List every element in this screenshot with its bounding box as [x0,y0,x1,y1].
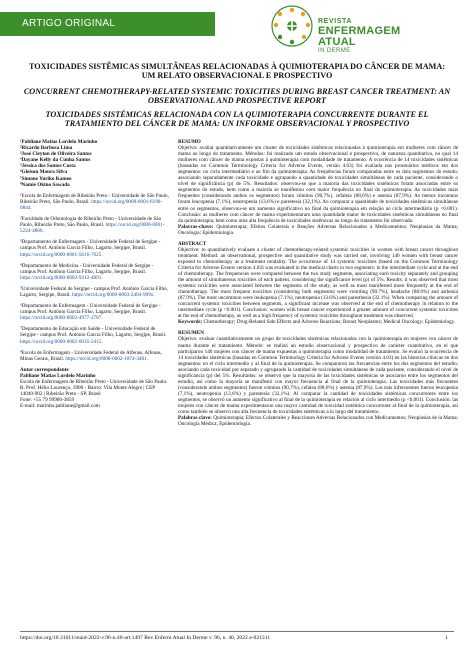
author-name: ³José Cleyton de Oliveira Santos [20,151,92,158]
logo-line-3: IN DERME [318,48,351,54]
affiliation-text: ²Faculdade de Odontologia de Ribeirão Preto - Universidade de São Paulo, Ribeirão Preto, São Paulo, Brasil. [20,216,162,229]
orcid-link[interactable]: https://orcid.org/0000-0002-4977-2787. [20,315,103,322]
orcid-link[interactable]: https://orcid.org/0000-0001-6190-0844. [20,198,163,211]
abstract-body: Objective: to quantitatively evaluate a cluster of chemotherapy-related systemic toxicities in women with breast cancer throughout treatment. Method: an observational, prospective and quantitative study was carried out, involving 140 women with breast cancer exposed to chemotherapy as a treatment modality. The occurrence of 14 systemic toxicities (based on the Common Terminology Criteria for Adverse Events version 4.03) was evaluated in the medical charts in two segments: in the intermediate cycle and at the end of chemotherapy. The frequencies were compared between the two study segments, associating each toxicity separately and grouping the amount of simultaneous toxicities of each patient, considering the significance level (p) of 5%. Results: it was observed that most systemic toxicities were associated between the segments of the study, as well as most manifested more frequently at the end of chemotherapy. The most frequent toxicities (considering both segments) were vomiting (90.7%), headache (88.6%) and asthenia (87.9%). The most uncommon were leukopenia (7.1%), neutropenia (13.6%) and paresthesia (32.1%). When comparing the amount of concurrent systemic toxicities between segments, a significant increase was observed at the end of chemotherapy in relation to the intermediate cycle (p <0.001). Conclusion: women with breast cancer experienced a greater amount of concurrent systemic toxicities at the end of chemotherapy, as well as a high frequency of systemic toxicities throughout treatment was observed. [178,246,458,320]
author-name: ⁵Jéssica dos Santos Costa [20,163,76,170]
keywords-text: Quimioterapia; Efeitos Colaterais e Reações Adversas Relacionados a Medicamentos; Neoplasias da Mama; Oncologia; Epidemiologia. [178,223,459,236]
keywords-label: Palavras-chave: [178,223,214,230]
title-portuguese: TOXICIDADES SISTÊMICAS SIMULTÂNEAS RELACIONADAS À QUIMIOTERAPIA DO CÂNCER DE MAMA: UM RELATO OBSERVACIONAL E PROSPECTIVO [28,62,446,81]
author-name: ⁸Namie Okino Sawada [20,181,70,188]
orcid-link[interactable]: https://orcid.org/0000-0001-5224-4800. [20,222,165,235]
affiliation-text: ¹Escola de Enfermagem de Ribeirão Preto - Universidade de São Paulo, Ribeirão Preto, São Paulo, Brasil. [20,192,169,205]
resumen-heading: RESUMEN [178,330,204,337]
affiliation [20,303,170,321]
correspondence-email[interactable]: E-mail: marinho.pabliane@gmail.com [20,403,100,410]
page-number: 1 [445,635,448,641]
author-name: ⁷Simone Yuriko Kameo [20,175,72,182]
affiliation [20,216,170,234]
abstract-heading: ABSTRACT [178,240,207,247]
author-name: ²Ricardo Barbosa Lima [20,145,73,152]
title-english: CONCURRENT CHEMOTHERAPY-RELATED SYSTEMIC TOXICITIES DURING BREAST CANCER TREATMENT: AN OBSERVATIONAL AND PROSPECTIVE REPORT [23,86,451,106]
affiliation-text: ⁶Departamento de Enfermagem - Universidade Federal de Sergipe - campus Prof. Antônio Garcia Filho, Lagarto, Sergipe, Brasil. [20,303,161,316]
affiliation [20,326,170,344]
orcid-link[interactable]: https://orcid.org/0000-0001-5616-7625. [20,251,103,258]
author-name: ⁶Gleison Moura Silva [20,169,68,176]
affiliation-text: ⁸Escola de Enfermagem - Universidade Federal de Alfenas, Alfenas, Minas Gerais, Brasil. [20,349,162,362]
keywords-text: Quimioterapia; Efectos Colaterales y Reacciones Adversas Relacionados con Medicamentos; Neoplasias de la Mama; Oncología Médica; Epidemiología. [178,415,459,428]
orcid-link[interactable]: https://orcid.org/0000-0002-1874-3481. [65,355,149,362]
resumen-body: Objetivo: evaluar cuantitativamente un grupo de toxicidades sistémicas relacionadas con la quimioterapia en mujeres con cáncer de mama durante el tratamiento. Método: se realizó un estudio observacional y prospectivo de carácter cuantitativo, en el que participaron 140 mujeres con cáncer de mama expuestas a quimioterapia como modalidad de tratamiento. Se evaluó la ocurrencia de 14 toxicidades sistémicas (basadas en Common Terminology Criteria for Adverse Events versión 4.03) en las historias clínicas en dos segmentos: en el ciclo intermedio y al final de la quimioterapia. Se compararon las frecuencias entre los dos segmentos del estudio, asociando cada toxicidad por separado y agrupando la cantidad de toxicidades simultáneas de cada paciente, considerando el nivel de significancia (p) del 5%. Resultados: se observó que la mayoría de las toxicidades sistémicas se asociaron entre los segmentos del estudio, así como la mayoría se manifestó con mayor frecuencia al final de la quimioterapia. Las toxicidades más frecuentes (considerando ambos segmentos) fueron vómitos (90,7%), cefalea (88,6%) y astenia (87,9%). Las más infrecuentes fueron leucopenia (7,1%), neutropenia (13,6%) y parestesia (32,1%). Al comparar la cantidad de toxicidades sistémicas concurrentes entre los segmentos, se observó un aumento significativo al final de la quimioterapia en relación al ciclo intermedio (p <0,001). Conclusión: las mujeres con cáncer de mama experimentaron una mayor cantidad de toxicidad sistémica concurrente al final de la quimioterapia, así como también se observó una alta frecuencia de toxicidades sistémicas a lo largo del tratamiento. [178,336,458,416]
footer-divider [20,631,454,632]
abstracts-column [178,139,458,427]
keywords-label: Palabras clave: [178,415,212,422]
resumo-keywords [178,224,458,236]
affiliation [20,286,170,298]
author-list [20,139,170,188]
page-header [0,0,474,58]
affiliation [20,350,170,362]
affiliation-text: ⁵Universidade Federal de Sergipe - campus Prof. Antônio Garcia Filho, Lagarto, Sergipe, Brasil. [20,285,168,298]
affiliation-text: ³Departamento de Enfermagem - Universidade Federal de Sergipe - campus Prof. Antônio Garcia Filho, Lagarto, Sergipe, Brasil. [20,239,161,252]
author-name: ⁴Dayane Kelly da Cunha Santos [20,157,91,164]
correspondence-name: Pabliane Matias Lordelo Marinho [20,372,96,379]
orcid-link[interactable]: https://orcid.org/0000-0002-9312-4891. [20,274,103,281]
orcid-link[interactable]: https://orcid.org/0000-0003-2404-999x. [72,291,155,298]
doi-citation[interactable]: https://doi.org/10.31011/reaid-2022-v.96-n.40-art.1497 Rev Enferm Atual In Derme v. 96, n. 40, 2022 e-021311 [20,635,271,641]
affiliation [20,239,170,257]
correspondence-heading: Autor correspondente [20,366,69,373]
resumo-heading: RESUMO [178,139,201,145]
correspondence-address: Escola de Enfermagem de Ribeirão Preto - Universidade de São Paulo. R. Prof. Hélio Lourenço, 3900 - Bairro: Vila Monte Alegre | CEP 14040-902 | Ribeirão Preto - SP, Brasil [20,379,168,398]
title-spanish: TOXICIDADES SISTÉMICAS RELACIONADA CON LA QUIMIOTERAPIA CONCURRENTE DURANTE EL TRATAMIENTO DEL CÁNCER DE MAMA: UN INFORME OBSERVACIONAL Y PROSPECTIVO [45,109,429,129]
affiliation-text: ⁴Departamento de Medicina - Universidade Federal de Sergipe - campus Prof. Antônio Garcia Filho, Lagarto, Sergipe, Brasil. [20,262,154,275]
resumo-body: Objetivo: avaliar quantitativamente um cluster de toxicidades sistêmicas relacionadas à quimioterapia em mulheres com câncer de mama ao longo do tratamento. Métodos: foi realizado um estudo observacional e prospectivo, de natureza quantitativa, no qual 14 mulheres com câncer de mama expostas à quimioterapia com modalidade de tratamento. A ocorrência de 14 toxicidades sistêmicas (baseadas no Common Terminology Criteria for Adverse Events, versão 4.03) foi avaliada nos prontuários médicos em dos segmentos: no ciclo intermediário e ao fim da quimioterapia. As frequências foram comparadas entre os dois segmentos do estudo, associando separadamente cada toxicidade e agrupando a quantidade de toxicidades simultâneas de cada paciente, considerando o nível de significância (p) de 5%. Resultados: observou-se que a maioria das toxicidades sistêmicas foram associadas entre os segmentos do estudo, bem como a maioria se manifestou com maior frequência no final da quimioterapia. As toxicidades mais frequentes (considerando ambos os segmentos) foram vômitos (90,7%), cefaleia (88,6%) e astenia (87,9%). As menos incomuns foram leucopenia (7,1%), neutropenia (13,6%) e parestesia (32,1%). Ao comparar a quantidade de toxicidades sistêmicas simultâneas entre os segmentos, observou-se um aumento significativo no final da quimioterapia em relação ao ciclo intermediário (p <0.001). Conclusão: as mulheres com câncer de mama experimentaram uma quantidade maior de toxicidades sistêmicas simultâneas no final da quimioterapia, bem como uma alta frequência de toxicidades sistêmicas ao longo do tratamento foi observada. [178,145,458,224]
journal-emblem-icon [268,2,316,50]
affiliation-text: ⁷Departamento de Educação em Saúde - Universidade Federal de Sergipe - campus Prof. Antônio Garcia Filho, Lagarto, Sergipe, Brasil. [20,326,167,339]
affiliation [20,263,170,281]
logo-line-2: ENFERMAGEM ATUAL [318,25,401,48]
logo-line-1: REVISTA [318,18,353,25]
author-column [20,139,170,409]
journal-logo [268,2,438,54]
correspondence-phone: Fone: +55 79 99900-3859 [20,397,75,404]
page-footer [20,635,454,642]
article-type-tag: ARTIGO ORIGINAL [0,12,215,36]
orcid-link[interactable]: https://orcid.org/0000-0002-0035-2415. [20,338,103,345]
author-name: ¹Pabliane Matias Lordelo Marinho [20,139,98,145]
affiliation [20,193,170,211]
keywords-label: Keywords: [178,319,203,326]
abstract-keywords [178,319,458,325]
article-titles [22,62,452,128]
resumen-keywords [178,415,458,427]
keywords-text: Chemotherapy; Drug-Related Side Effects and Adverse Reactions; Breast Neoplasms; Medical Oncology; Epidemiology. [203,319,456,326]
